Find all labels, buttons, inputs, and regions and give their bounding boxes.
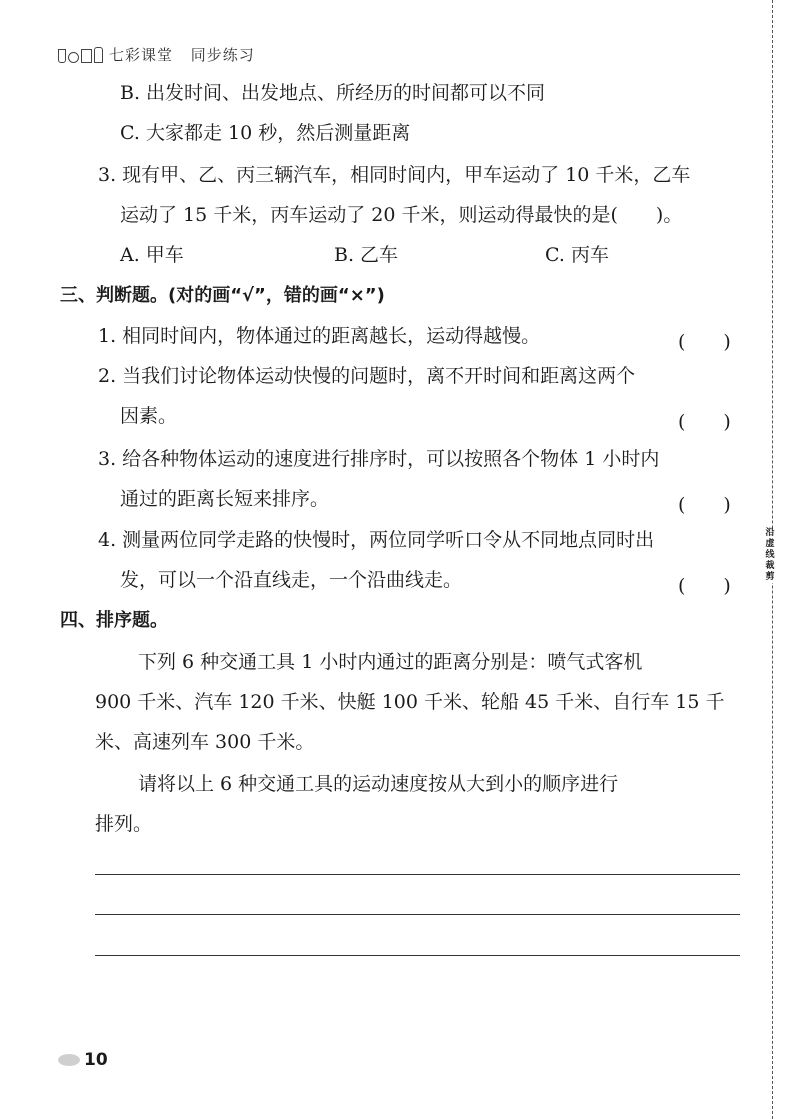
answer-line-2[interactable]: [95, 914, 740, 915]
judge-item-4-line2: 发，可以一个沿直线走，一个沿曲线走。: [120, 569, 463, 591]
swoosh-icon: [58, 1054, 80, 1066]
judge-item-1: 1. 相同时间内，物体通过的距离越长，运动得越慢。: [98, 325, 541, 347]
section4-para1-line2: 900 千米、汽车 120 千米、快艇 100 千米、轮船 45 千米、自行车 15 千: [95, 691, 725, 713]
judge-item-3-line2: 通过的距离长短来排序。: [120, 488, 330, 510]
page-number: 10: [84, 1050, 108, 1070]
judge-answer-4[interactable]: ( ): [678, 575, 731, 597]
q3-option-c: C. 丙车: [545, 244, 609, 266]
judge-answer-2[interactable]: ( ): [678, 411, 731, 433]
q3-option-b: B. 乙车: [334, 244, 399, 266]
judge-item-2-line1: 2. 当我们讨论物体运动快慢的问题时，离不开时间和距离这两个: [98, 365, 636, 387]
judge-item-2-line2: 因素。: [120, 405, 178, 427]
cut-label: 沿虚线裁剪: [763, 528, 777, 583]
section4-title: 四、排序题。: [60, 610, 168, 631]
answer-line-3[interactable]: [95, 955, 740, 956]
section4-para2-line1: 请将以上 6 种交通工具的运动速度按从大到小的顺序进行: [138, 773, 619, 795]
judge-answer-3[interactable]: ( ): [678, 494, 731, 516]
page-header: [58, 44, 255, 65]
q3-line2: 运动了 15 千米，丙车运动了 20 千米，则运动得最快的是( )。: [120, 204, 683, 226]
q2-option-c: C. 大家都走 10 秒，然后测量距离: [120, 122, 411, 144]
brand-subtitle: 同步练习: [190, 46, 255, 64]
judge-item-4-line1: 4. 测量两位同学走路的快慢时，两位同学听口令从不同地点同时出: [98, 529, 655, 551]
q3-line1: 3. 现有甲、乙、丙三辆汽车，相同时间内，甲车运动了 10 千米，乙车: [98, 164, 691, 186]
section3-title: 三、判断题。(对的画“√”，错的画“×”): [60, 285, 385, 306]
section4-para2-line2: 排列。: [95, 813, 153, 835]
judge-item-3-line1: 3. 给各种物体运动的速度进行排序时，可以按照各个物体 1 小时内: [98, 448, 660, 470]
flask-beaker-icon: [58, 47, 103, 63]
judge-answer-1[interactable]: ( ): [678, 331, 731, 353]
section4-para1-line3: 米、高速列车 300 千米。: [95, 731, 315, 753]
q3-option-a: A. 甲车: [120, 244, 184, 266]
q2-option-b: B. 出发时间、出发地点、所经历的时间都可以不同: [120, 82, 546, 104]
answer-line-1[interactable]: [95, 874, 740, 875]
brand-title: 七彩课堂: [109, 46, 174, 64]
page-footer: [58, 1050, 108, 1070]
section4-para1-line1: 下列 6 种交通工具 1 小时内通过的距离分别是：喷气式客机: [138, 651, 643, 673]
